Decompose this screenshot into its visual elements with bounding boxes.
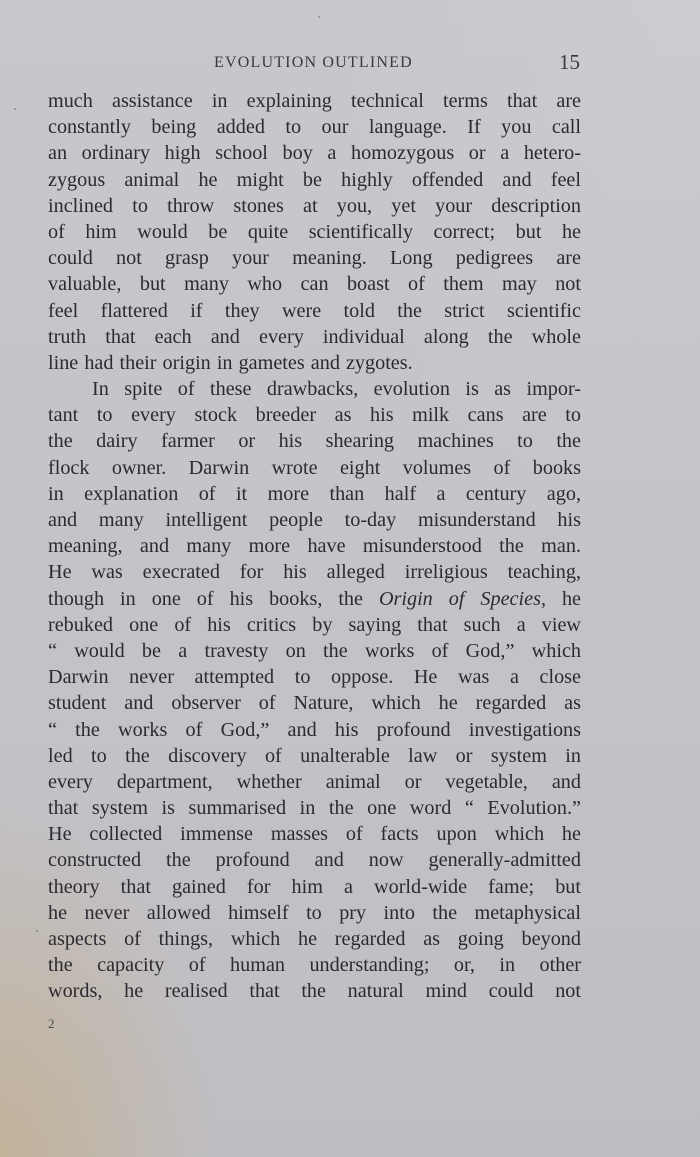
text-line: constantly being added to our language. If you call: [48, 116, 581, 139]
text-line-indented: In spite of these drawbacks, evolution is as impor-: [92, 378, 581, 401]
text-line: constructed the profound and now generally-admitted: [48, 849, 581, 872]
text-segment: though in one of his books, the: [48, 587, 379, 610]
text-line-with-italic: [48, 586, 581, 612]
text-line: He was execrated for his alleged irreligious teaching,: [48, 561, 581, 584]
text-line: flock owner. Darwin wrote eight volumes of books: [48, 456, 581, 479]
paper-speck: [318, 16, 320, 18]
text-line: the dairy farmer or his shearing machines to the: [48, 430, 581, 453]
text-line: “ the works of God,” and his profound investigations: [48, 718, 581, 741]
text-line: feel flattered if they were told the strict scientific: [48, 299, 581, 322]
running-head: [0, 50, 700, 76]
text-line: He collected immense masses of facts upon which he: [48, 823, 581, 846]
text-line: and many intelligent people to-day misunderstand his: [48, 509, 581, 531]
text-line: much assistance in explaining technical terms that are: [48, 90, 581, 112]
text-line: aspects of things, which he regarded as going beyond: [48, 928, 581, 950]
text-line: inclined to throw stones at you, yet your description: [48, 194, 581, 217]
text-line: an ordinary high school boy a homozygous or a hetero-: [48, 142, 581, 165]
text-segment: , he: [540, 587, 581, 610]
page-number: 15: [559, 50, 580, 74]
text-line: led to the discovery of unalterable law or system in: [48, 744, 581, 767]
text-line: zygous animal he might be highly offended and feel: [48, 168, 581, 191]
text-line: he never allowed himself to pry into the metaphysical: [48, 901, 581, 924]
text-line: tant to every stock breeder as his milk cans are to: [48, 404, 581, 427]
text-line: that system is summarised in the one word “ Evolution.”: [48, 797, 581, 820]
paper-speck: [14, 108, 16, 110]
text-line: every department, whether animal or vegetable, and: [48, 770, 581, 793]
text-line: of him would be quite scientifically correct; but he: [48, 220, 581, 243]
running-title: EVOLUTION OUTLINED: [214, 54, 413, 71]
text-line: truth that each and every individual along the whole: [48, 325, 581, 348]
text-line: student and observer of Nature, which he regarded as: [48, 692, 581, 715]
text-line: line had their origin in gametes and zygotes.: [48, 351, 413, 374]
text-line: in explanation of it more than half a century ago,: [48, 482, 581, 505]
signature-mark: 2: [48, 1016, 55, 1031]
text-line: valuable, but many who can boast of them may not: [48, 273, 581, 296]
text-line: words, he realised that the natural mind could not: [48, 980, 581, 1003]
book-title-italic: Origin of Species: [378, 587, 541, 610]
text-line: rebuked one of his critics by saying that such a view: [48, 613, 581, 636]
text-line: meaning, and many more have misunderstood the man.: [48, 535, 581, 558]
text-line: “ would be a travesty on the works of God,” which: [48, 639, 581, 662]
body-text: [48, 88, 581, 1005]
text-line: could not grasp your meaning. Long pedigrees are: [48, 247, 581, 270]
text-line: the capacity of human understanding; or, in other: [48, 954, 581, 977]
text-line: Darwin never attempted to oppose. He was a close: [48, 666, 581, 689]
paper-speck: [36, 930, 38, 932]
text-line: theory that gained for him a world-wide fame; but: [48, 875, 581, 898]
